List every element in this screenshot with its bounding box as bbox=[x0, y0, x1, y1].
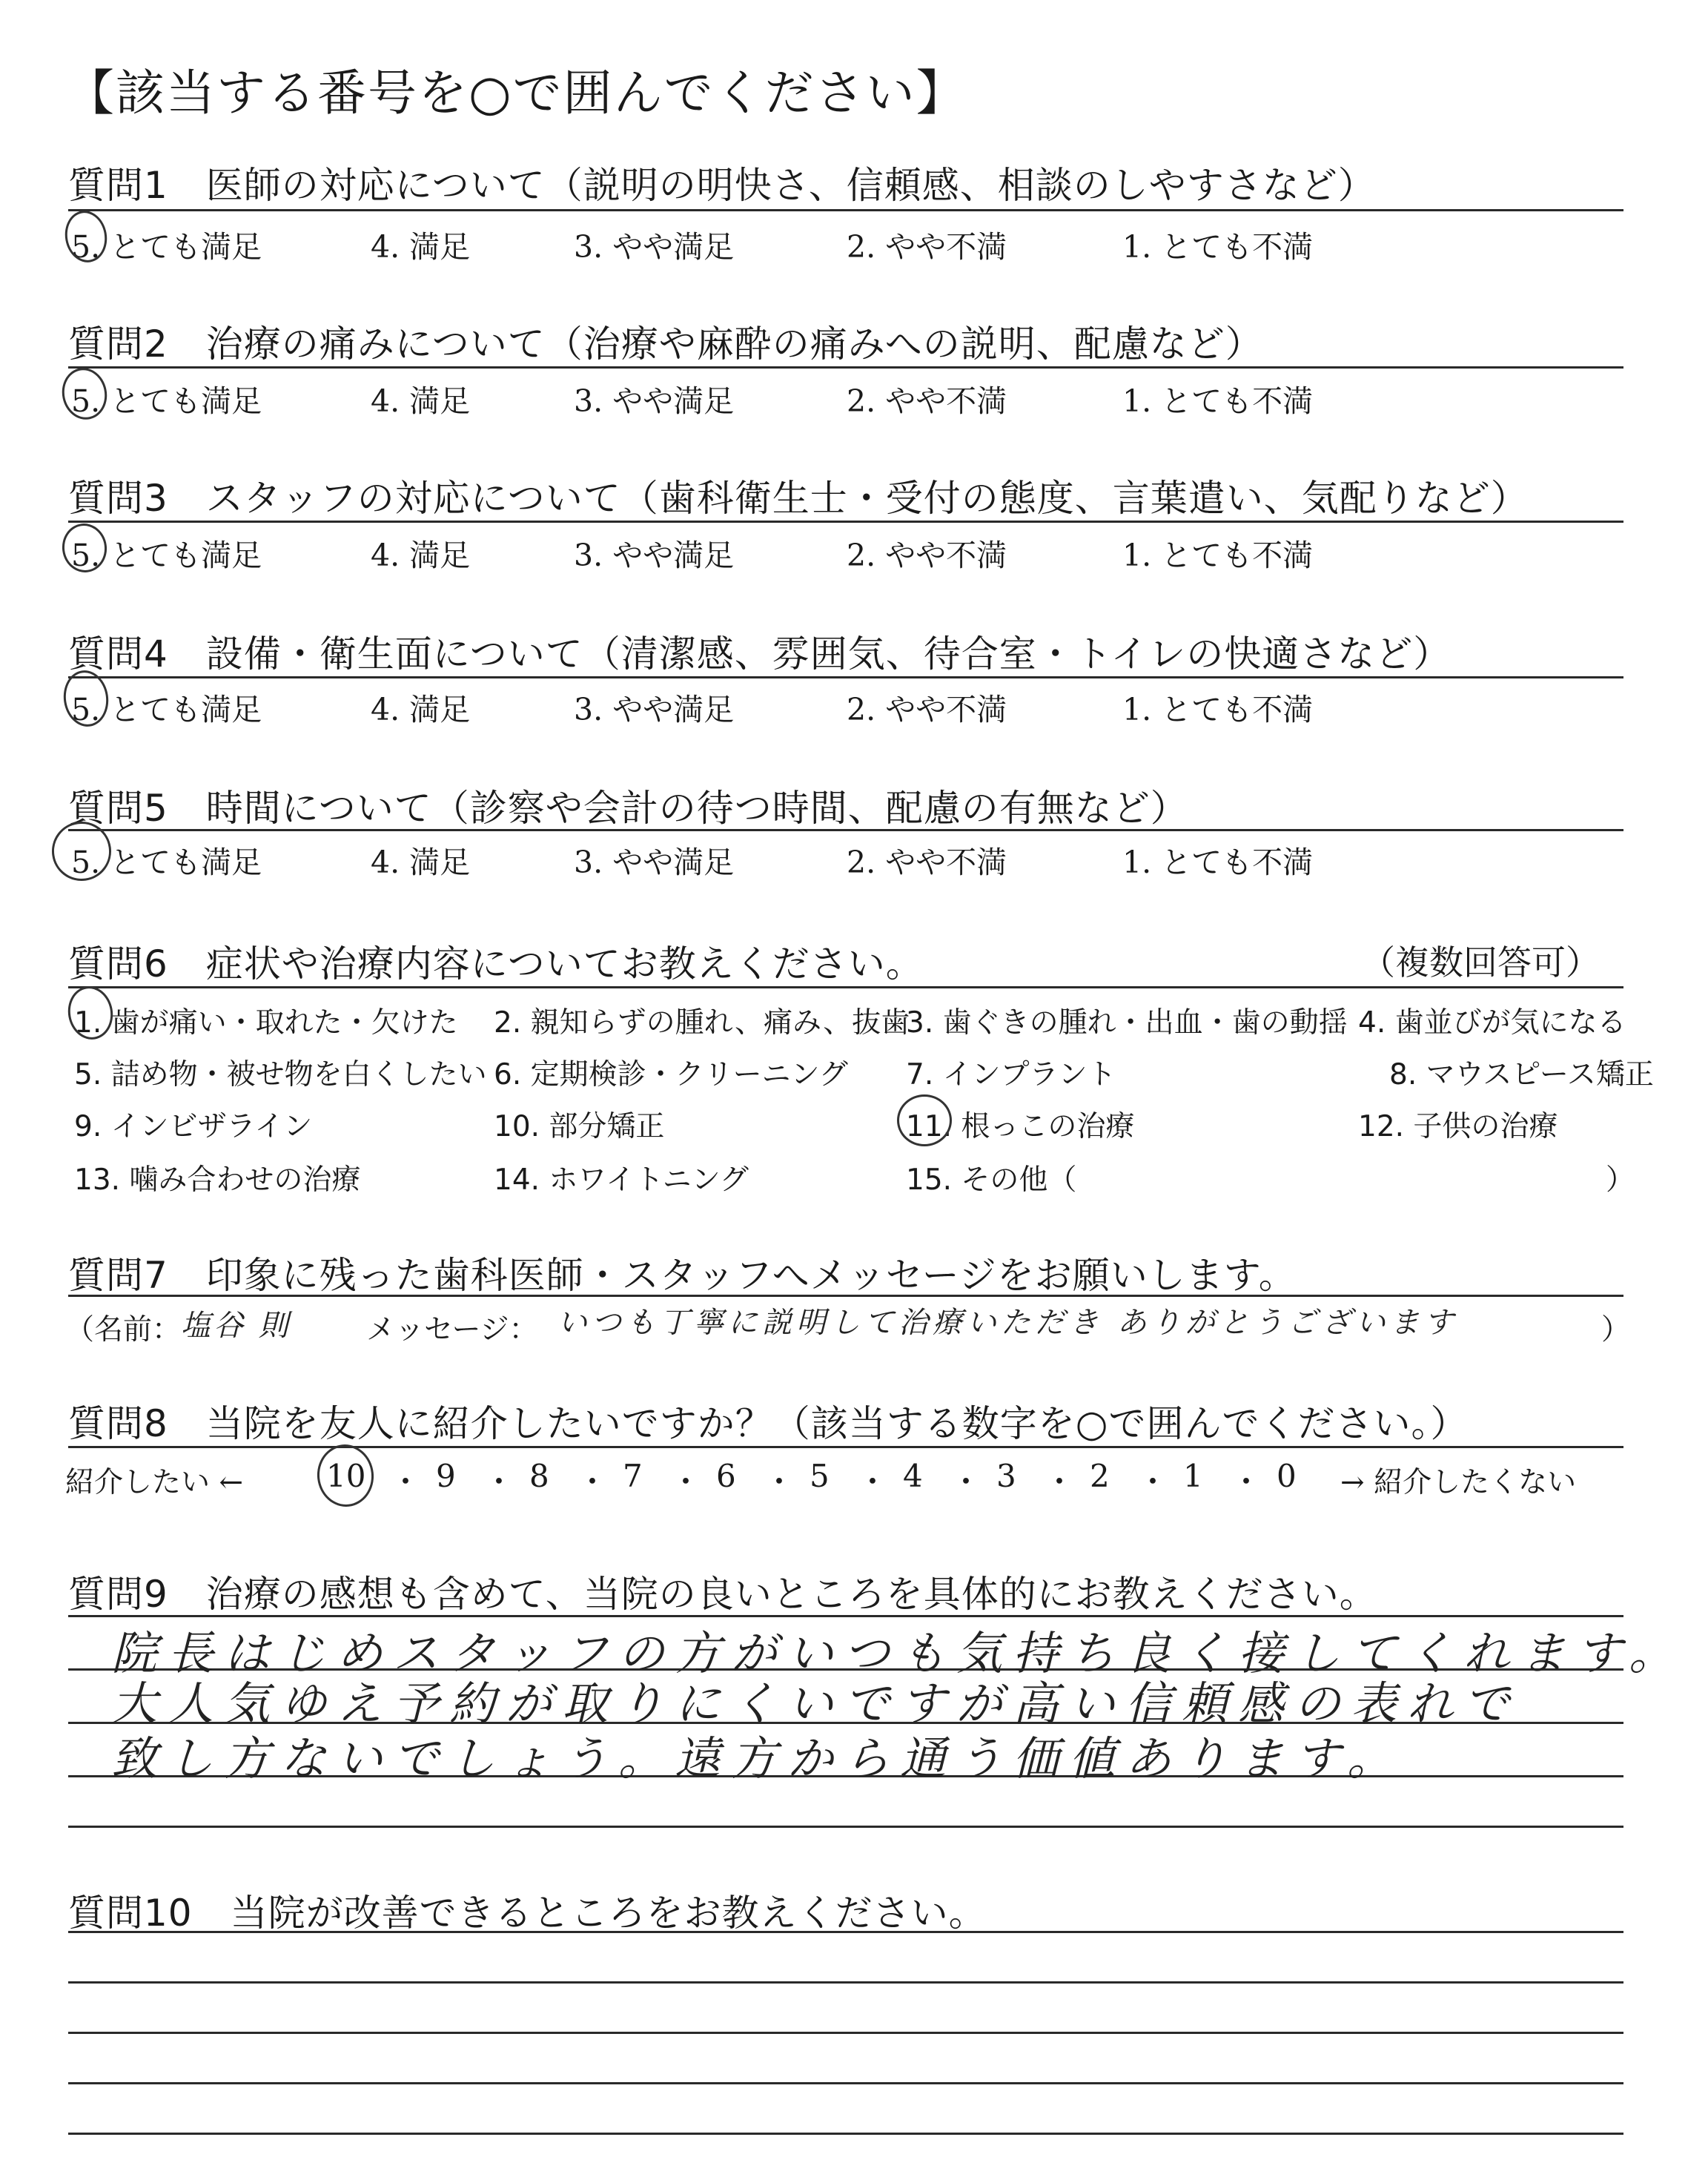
question-8-rule bbox=[68, 1446, 1623, 1448]
scale-dot: ・ bbox=[1231, 1464, 1262, 1500]
q6-option-15[interactable]: 15. その他（ bbox=[906, 1163, 1077, 1197]
recommend-left-label: 紹介したい ← bbox=[65, 1466, 244, 1499]
q5-option-2[interactable]: 2. やや不満 bbox=[847, 845, 1007, 880]
scale-8[interactable]: 8 bbox=[529, 1458, 549, 1494]
scale-2[interactable]: 2 bbox=[1090, 1458, 1110, 1494]
scale-dot: ・ bbox=[1137, 1464, 1169, 1500]
q4-option-2[interactable]: 2. やや不満 bbox=[847, 692, 1007, 727]
q2-option-5[interactable]: 5. とても満足 bbox=[71, 383, 262, 419]
q6-other-close: ） bbox=[1606, 1163, 1635, 1197]
answer-line bbox=[68, 1826, 1623, 1828]
q6-option-1[interactable]: 1. 歯が痛い・取れた・欠けた bbox=[74, 1006, 458, 1040]
scale-10[interactable]: 10 bbox=[326, 1458, 366, 1494]
answer-line bbox=[68, 2032, 1623, 2034]
q2-option-2[interactable]: 2. やや不満 bbox=[847, 383, 1007, 419]
q1-option-1[interactable]: 1. とても不満 bbox=[1122, 229, 1314, 265]
scale-7[interactable]: 7 bbox=[623, 1458, 643, 1494]
answer-line bbox=[68, 2133, 1623, 2135]
message-value[interactable]: いつも丁寧に説明して治療いただき ありがとうございます bbox=[557, 1306, 1458, 1340]
scale-dot: ・ bbox=[857, 1464, 889, 1500]
question-1-title: 質問1 医師の対応について（説明の明快さ、信頼感、相談のしやすさなど） bbox=[68, 164, 1376, 207]
answer-line bbox=[68, 2082, 1623, 2084]
q6-option-13[interactable]: 13. 噛み合わせの治療 bbox=[74, 1163, 361, 1197]
selection-circle-q8-10 bbox=[314, 1441, 377, 1509]
scale-dot: ・ bbox=[1044, 1464, 1076, 1500]
answer-line-text: 大人気ゆえ予約が取りにくいですが高い信頼感の表れで bbox=[111, 1677, 1520, 1731]
q4-option-4[interactable]: 4. 満足 bbox=[371, 692, 471, 727]
name-label: （名前： bbox=[65, 1313, 182, 1347]
scale-9[interactable]: 9 bbox=[436, 1458, 456, 1494]
question-3-rule bbox=[68, 521, 1623, 523]
q6-option-9[interactable]: 9. インビザライン bbox=[74, 1110, 313, 1143]
q6-option-4[interactable]: 4. 歯並びが気になる bbox=[1358, 1006, 1626, 1040]
recommend-right-label: → 紹介したくない bbox=[1340, 1466, 1577, 1499]
question-6-rule bbox=[68, 986, 1623, 988]
q2-option-4[interactable]: 4. 満足 bbox=[371, 383, 471, 419]
question-2-rule bbox=[68, 366, 1623, 369]
scale-4[interactable]: 4 bbox=[903, 1458, 923, 1494]
q3-option-1[interactable]: 1. とても不満 bbox=[1122, 538, 1314, 573]
q6-option-2[interactable]: 2. 親知らずの腫れ、痛み、抜歯 bbox=[494, 1006, 910, 1040]
scale-dot: ・ bbox=[390, 1464, 422, 1500]
survey-title: 【該当する番号を○で囲んでください】 bbox=[65, 65, 967, 122]
question-10-rule bbox=[68, 1931, 1623, 1933]
q6-option-14[interactable]: 14. ホワイトニング bbox=[494, 1163, 749, 1197]
question-4-rule bbox=[68, 676, 1623, 678]
question-9-title: 質問9 治療の感想も含めて、当院の良いところを具体的にお教えください。 bbox=[68, 1573, 1377, 1616]
q3-option-3[interactable]: 3. やや満足 bbox=[574, 538, 735, 573]
q4-option-3[interactable]: 3. やや満足 bbox=[574, 692, 735, 727]
q5-option-3[interactable]: 3. やや満足 bbox=[574, 845, 735, 880]
scale-dot: ・ bbox=[483, 1464, 515, 1500]
q6-option-3[interactable]: 3. 歯ぐきの腫れ・出血・歯の動揺 bbox=[906, 1006, 1348, 1040]
q2-option-1[interactable]: 1. とても不満 bbox=[1122, 383, 1314, 419]
q1-option-2[interactable]: 2. やや不満 bbox=[847, 229, 1007, 265]
question-7-rule bbox=[68, 1295, 1623, 1297]
multiple-answer-note: （複数回答可） bbox=[1361, 942, 1600, 982]
scale-0[interactable]: 0 bbox=[1277, 1458, 1297, 1494]
q3-option-4[interactable]: 4. 満足 bbox=[371, 538, 471, 573]
scale-dot: ・ bbox=[670, 1464, 702, 1500]
question-3-title: 質問3 スタッフの対応について（歯科衛生士・受付の態度、言葉遣い、気配りなど） bbox=[68, 477, 1529, 520]
q1-option-5[interactable]: 5. とても満足 bbox=[71, 229, 262, 265]
q6-option-10[interactable]: 10. 部分矯正 bbox=[494, 1110, 665, 1143]
q4-option-5[interactable]: 5. とても満足 bbox=[71, 692, 262, 727]
question-8-title: 質問8 当院を友人に紹介したいですか？（該当する数字を○で囲んでください。） bbox=[68, 1402, 1469, 1445]
q2-option-3[interactable]: 3. やや満足 bbox=[574, 383, 735, 419]
q6-option-5[interactable]: 5. 詰め物・被せ物を白くしたい bbox=[74, 1058, 487, 1091]
scale-dot: ・ bbox=[950, 1464, 982, 1500]
message-label: メッセージ： bbox=[366, 1313, 538, 1347]
q5-option-4[interactable]: 4. 満足 bbox=[371, 845, 471, 880]
selection-circle-q6-11 bbox=[897, 1094, 952, 1146]
q1-option-3[interactable]: 3. やや満足 bbox=[574, 229, 735, 265]
q3-option-2[interactable]: 2. やや不満 bbox=[847, 538, 1007, 573]
answer-line bbox=[68, 1981, 1623, 1984]
question-6-title: 質問6 症状や治療内容についてお教えください。 bbox=[68, 942, 924, 985]
scale-6[interactable]: 6 bbox=[716, 1458, 736, 1494]
answer-line-text: 致し方ないでしょう。遠方から通う価値あります。 bbox=[111, 1731, 1404, 1786]
question-5-rule bbox=[68, 829, 1623, 831]
scale-5[interactable]: 5 bbox=[810, 1458, 830, 1494]
answer-line-text: 院長はじめスタッフの方がいつも気持ち良く接してくれます。 bbox=[111, 1626, 1686, 1680]
scale-dot: ・ bbox=[577, 1464, 609, 1500]
scale-1[interactable]: 1 bbox=[1183, 1458, 1203, 1494]
scale-dot: ・ bbox=[764, 1464, 795, 1500]
q4-option-1[interactable]: 1. とても不満 bbox=[1122, 692, 1314, 727]
q6-option-11[interactable]: 11. 根っこの治療 bbox=[906, 1110, 1135, 1143]
q5-option-5[interactable]: 5. とても満足 bbox=[71, 845, 262, 880]
question-2-title: 質問2 治療の痛みについて（治療や麻酔の痛みへの説明、配慮など） bbox=[68, 323, 1263, 366]
q5-option-1[interactable]: 1. とても不満 bbox=[1122, 845, 1314, 880]
question-10-title: 質問10 当院が改善できるところをお教えください。 bbox=[68, 1892, 987, 1935]
q3-option-5[interactable]: 5. とても満足 bbox=[71, 538, 262, 573]
question-7-title: 質問7 印象に残った歯科医師・スタッフへメッセージをお願いします。 bbox=[68, 1254, 1297, 1297]
q1-option-4[interactable]: 4. 満足 bbox=[371, 229, 471, 265]
q6-option-8[interactable]: 8. マウスピース矯正 bbox=[1389, 1058, 1654, 1091]
q6-option-12[interactable]: 12. 子供の治療 bbox=[1358, 1110, 1558, 1143]
question-1-rule bbox=[68, 209, 1623, 211]
q6-option-7[interactable]: 7. インプラント bbox=[906, 1058, 1116, 1091]
scale-3[interactable]: 3 bbox=[996, 1458, 1016, 1494]
message-close: ） bbox=[1601, 1313, 1631, 1347]
name-value[interactable]: 塩谷 則 bbox=[181, 1309, 291, 1343]
question-4-title: 質問4 設備・衛生面について（清潔感、雰囲気、待合室・トイレの快適さなど） bbox=[68, 633, 1452, 676]
question-5-title: 質問5 時間について（診察や会計の待つ時間、配慮の有無など） bbox=[68, 787, 1188, 830]
q6-option-6[interactable]: 6. 定期検診・クリーニング bbox=[494, 1058, 848, 1091]
